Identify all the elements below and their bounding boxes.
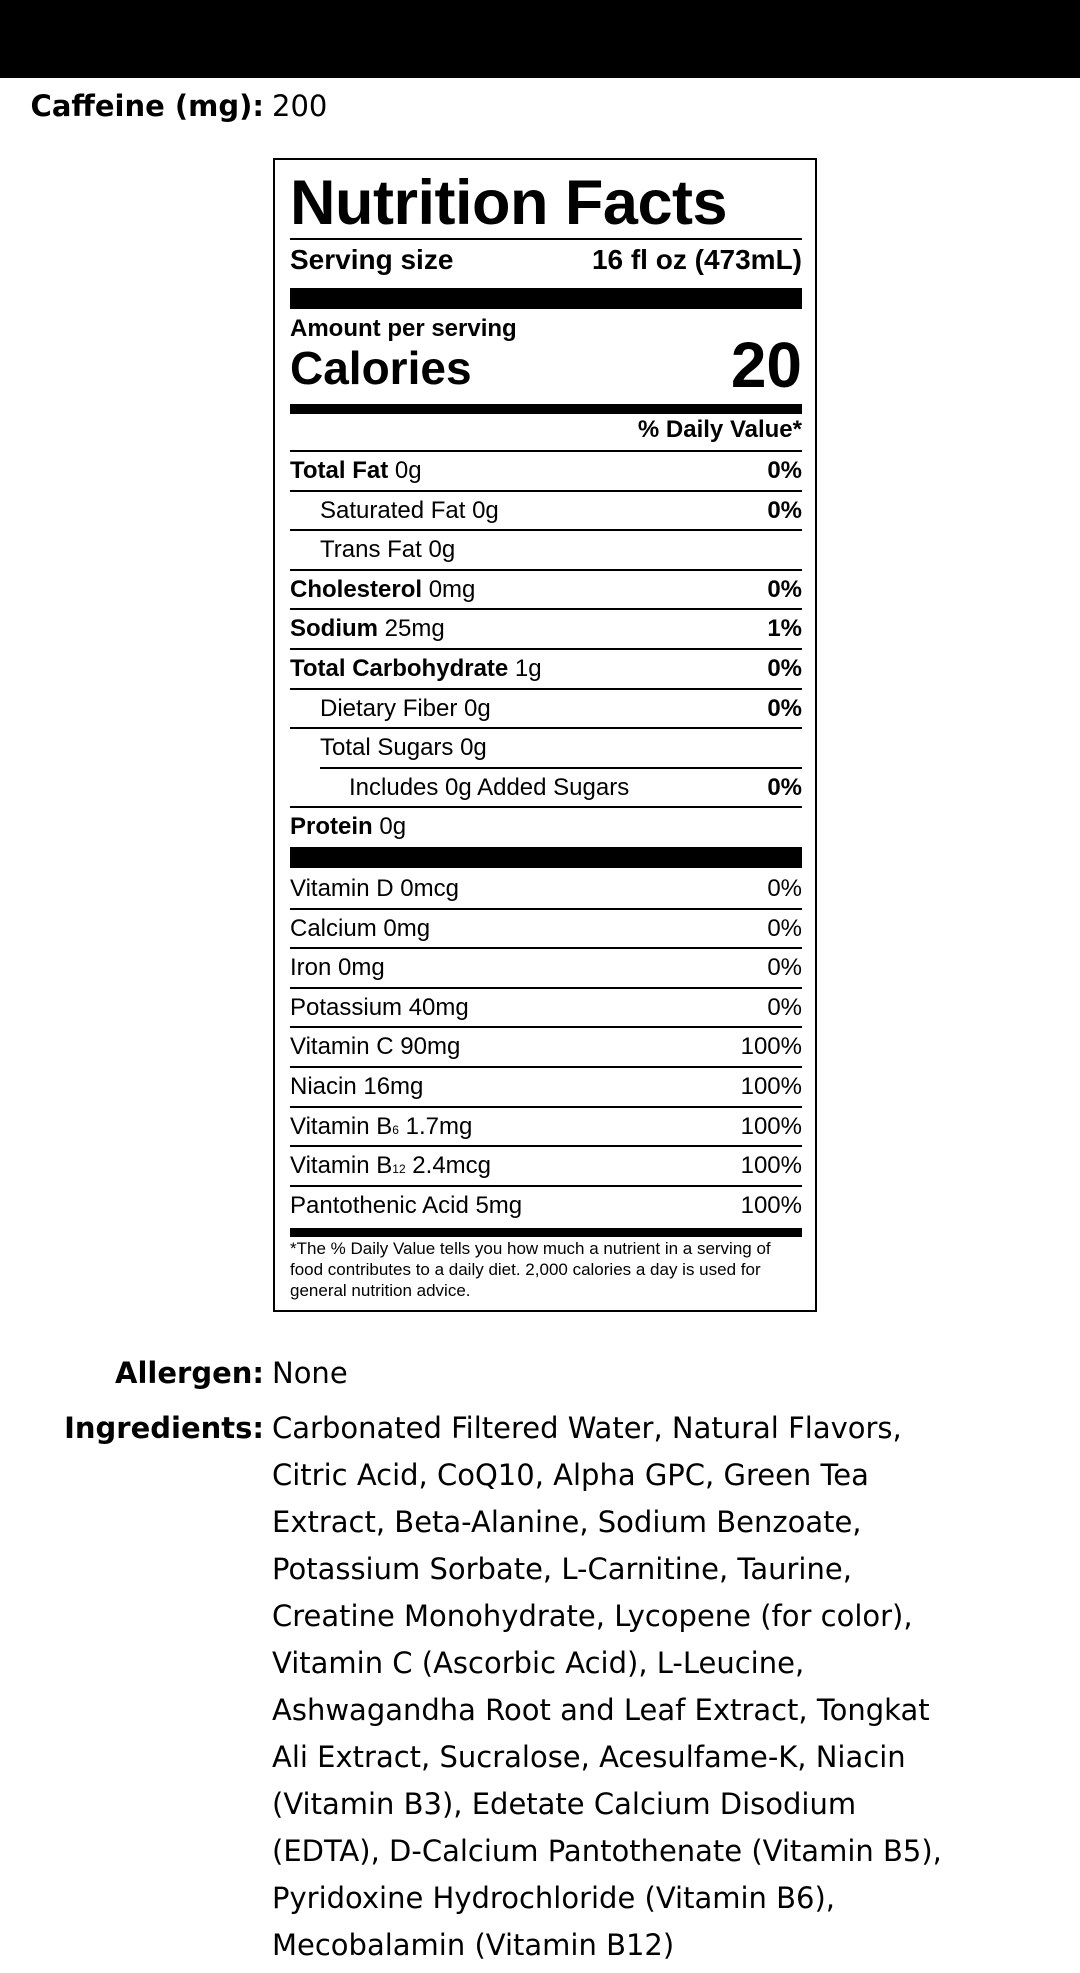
vitamin-name-suffix: 1.7mg [398,1112,473,1140]
nutrient-name [290,536,455,563]
nutrient-amount: Saturated Fat 0g [320,496,499,524]
vitamin-row [290,1146,802,1185]
vitamin-name: Calcium 0mg [290,914,431,942]
vitamin-percent: 0% [767,914,802,942]
nutrient-row [290,570,802,609]
ingredients-line: Ali Extract, Sucralose, Acesulfame-K, Niacin [272,1740,906,1774]
ingredients-line: Creatine Monohydrate, Lycopene (for color), [272,1599,913,1633]
rule-thick [290,288,802,309]
vitamin-row [290,1027,802,1066]
vitamin-name: Potassium 40mg [290,993,469,1021]
serving-size-row [290,240,802,280]
vitamin-name: Pantothenic Acid 5mg [290,1191,523,1219]
nutrient-name [290,497,499,524]
calories-label: Calories [290,342,472,394]
vitamin-row [290,948,802,987]
nutrient-row [290,649,802,688]
ingredients-text [272,1405,1012,1969]
ingredients-line: Citric Acid, CoQ10, Alpha GPC, Green Tea [272,1458,869,1492]
nutrient-amount: 0g [372,813,407,841]
ingredients-line: Extract, Beta-Alanine, Sodium Benzoate, [272,1505,862,1539]
vitamin-name-subscript: 12 [392,1162,406,1177]
rule-medium-footer [290,1228,802,1237]
footnote: *The % Daily Value tells you how much a nutrient in a serving of food contributes to a daily diet. 2,000 calories a day is used for general nutrition advice. [290,1239,771,1300]
ingredients-line: Mecobalamin (Vitamin B12) [272,1928,675,1962]
vitamin-percent: 100% [740,1152,802,1180]
nutrient-percent: 0% [767,575,802,603]
nutrient-row [290,451,802,490]
vitamin-name [290,1152,491,1179]
amount-per-serving: Amount per serving [290,315,517,342]
nutrient-amount: Includes 0g Added Sugars [349,773,630,801]
nutrient-name [290,655,542,682]
vitamin-percent: 100% [740,1073,802,1100]
nutrient-name [290,774,629,801]
ingredients-label: Ingredients: [64,1411,264,1445]
vitamin-percent: 100% [740,1033,802,1061]
vitamin-name: Vitamin D 0mcg [290,875,459,902]
ingredients-line: Pyridoxine Hydrochloride (Vitamin B6), [272,1881,836,1915]
nutrient-amount: 1g [508,655,542,682]
nutrient-row [290,689,802,728]
vitamin-name: Vitamin C 90mg [290,1033,461,1061]
vitamin-percent: 0% [767,875,802,902]
nutrient-name [290,734,487,761]
nutrient-amount: Dietary Fiber 0g [320,694,491,722]
nutrient-name [290,457,422,484]
vitamin-name-prefix: Vitamin B [290,1112,393,1140]
nutrient-amount: Total Sugars 0g [320,734,487,762]
nutrient-name-bold: Protein [290,813,373,841]
ingredients-line: (EDTA), D-Calcium Pantothenate (Vitamin B5), [272,1834,942,1868]
nutrient-row [290,728,802,767]
nutrient-name [290,576,475,603]
nutrient-name-bold: Total Fat [290,457,389,484]
rule-medium [290,404,802,414]
vitamin-row [290,988,802,1027]
nutrient-amount: 0g [388,457,422,484]
vitamin-name: Niacin 16mg [290,1073,424,1100]
nutrient-name [290,695,491,722]
daily-value-header: % Daily Value* [637,416,802,443]
vitamin-name [290,1113,472,1140]
nutrient-row [290,768,802,807]
calories-value: 20 [730,329,802,401]
caffeine-label: Caffeine (mg): [30,89,264,123]
top-black-bar [0,0,1080,78]
nutrition-facts-panel [273,158,817,1312]
nutrient-percent: 0% [767,457,802,484]
nutrient-name-bold: Sodium [290,615,378,643]
nutrient-percent: 0% [767,694,802,722]
panel-title: Nutrition Facts [290,168,728,238]
vitamin-percent: 0% [767,993,802,1021]
vitamin-row [290,1107,802,1146]
nutrient-row [290,491,802,530]
nutrient-name-bold: Total Carbohydrate [290,655,509,682]
nutrient-name [290,813,406,840]
vitamin-percent: 0% [767,954,802,982]
nutrient-percent: 1% [767,615,802,643]
caffeine-value: 200 [272,89,328,123]
vitamin-percent: 100% [740,1112,802,1140]
ingredients-line: Potassium Sorbate, L-Carnitine, Taurine, [272,1552,852,1586]
vitamin-name: Iron 0mg [290,954,385,982]
nutrient-row [290,609,802,648]
vitamin-row [290,909,802,948]
nutrient-name [290,615,445,642]
nutrient-amount: 25mg [378,615,445,643]
nutrient-percent: 0% [767,496,802,524]
rule-thick-vitamins [290,847,802,868]
vitamin-row [290,869,802,908]
ingredients-line: Ashwagandha Root and Leaf Extract, Tongkat [272,1693,930,1727]
vitamin-name-suffix: 2.4mcg [405,1152,492,1180]
vitamin-name-prefix: Vitamin B [290,1152,393,1180]
allergen-label: Allergen: [115,1356,264,1390]
nutrient-percent: 0% [767,773,802,801]
vitamin-name-subscript: 6 [392,1122,399,1137]
ingredients-line: (Vitamin B3), Edetate Calcium Disodium [272,1787,857,1821]
ingredients-line: Carbonated Filtered Water, Natural Flavors, [272,1411,902,1445]
vitamin-percent: 100% [740,1191,802,1219]
nutrient-row [290,530,802,569]
nutrient-percent: 0% [767,655,802,682]
nutrient-row [290,807,802,846]
nutrient-amount: 0mg [422,575,476,603]
serving-size-label: Serving size [290,244,454,275]
allergen-value: None [272,1356,348,1390]
nutrient-name-bold: Cholesterol [290,575,423,603]
vitamin-row [290,1186,802,1225]
nutrient-amount: Trans Fat 0g [320,536,456,564]
vitamin-row [290,1067,802,1106]
ingredients-line: Vitamin C (Ascorbic Acid), L-Leucine, [272,1646,805,1680]
serving-size-value: 16 fl oz (473mL) [591,244,802,275]
